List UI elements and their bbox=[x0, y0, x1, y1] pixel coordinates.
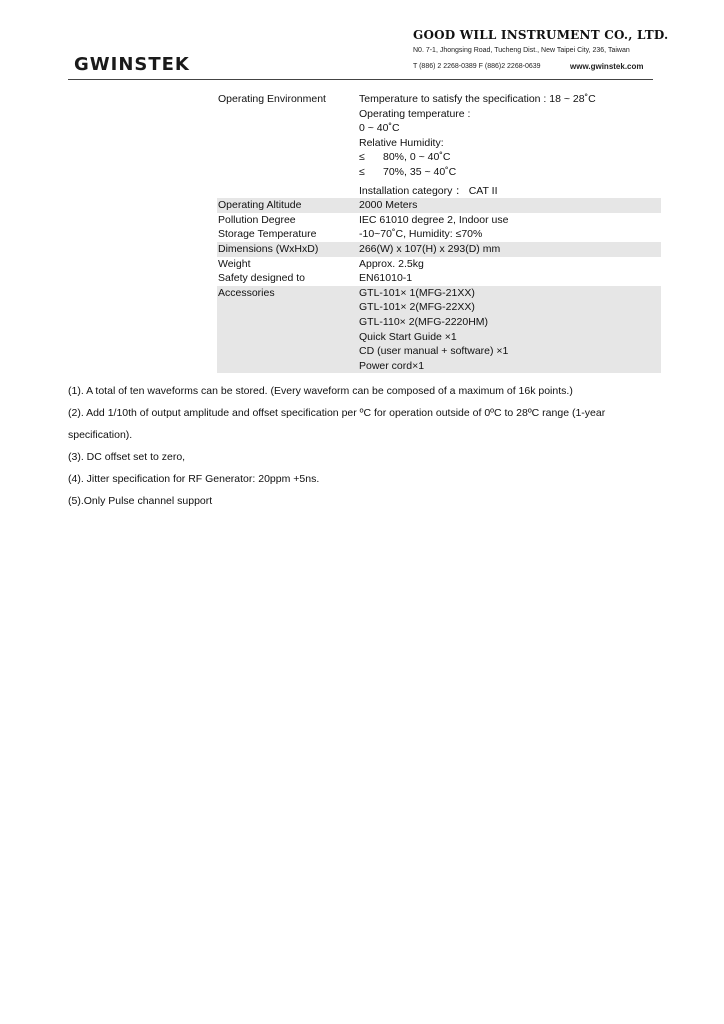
accessory-item: GTL-101× 2(MFG-22XX) bbox=[359, 301, 475, 314]
env-temp-spec: Temperature to satisfy the specification : 18 ~ 28˚C bbox=[359, 93, 596, 105]
env-humidity-1-text: 80%, 0 ~ 40˚C bbox=[383, 151, 451, 164]
spec-value: 266(W) x 107(H) x 293(D) mm bbox=[359, 242, 501, 255]
spec-label: Safety designed to bbox=[218, 272, 305, 285]
accessory-item: GTL-101× 1(MFG-21XX) bbox=[359, 286, 475, 299]
env-humidity-2 bbox=[359, 165, 661, 180]
spec-value: -10~70˚C, Humidity: ≤70% bbox=[359, 228, 483, 241]
spec-value: 2000 Meters bbox=[359, 199, 418, 212]
page-header bbox=[0, 0, 724, 86]
accessory-item: Quick Start Guide ×1 bbox=[359, 330, 457, 343]
company-name: GOOD WILL INSTRUMENT CO., LTD. bbox=[413, 28, 669, 42]
env-humidity-1 bbox=[359, 150, 661, 165]
spec-row-safety bbox=[217, 271, 661, 286]
spec-value bbox=[359, 92, 661, 198]
spec-label: Weight bbox=[218, 257, 251, 270]
footnotes bbox=[68, 380, 668, 512]
le-symbol: ≤ bbox=[359, 151, 365, 164]
env-humidity-label: Relative Humidity: bbox=[359, 136, 444, 149]
accessory-item: CD (user manual + software) ×1 bbox=[359, 345, 509, 358]
spec-table bbox=[217, 92, 661, 373]
spec-row-accessories bbox=[217, 286, 661, 374]
spec-label: Pollution Degree bbox=[218, 213, 296, 226]
company-website: www.gwinstek.com bbox=[570, 62, 644, 71]
spec-label: Accessories bbox=[218, 286, 275, 299]
spec-value: IEC 61010 degree 2, Indoor use bbox=[359, 213, 509, 226]
company-contact: T (886) 2 2268-0389 F (886)2 2268-0639 bbox=[413, 63, 541, 70]
footnote: (3). DC offset set to zero, bbox=[68, 451, 186, 463]
spec-label: Dimensions (WxHxD) bbox=[218, 242, 319, 255]
footnote: (2). Add 1/10th of output amplitude and offset specification per ºC for operation outside of 0ºC to 28ºC range (1-year specification). bbox=[68, 407, 606, 441]
footnote: (1). A total of ten waveforms can be stored. (Every waveform can be composed of a maximum of 16k points.) bbox=[68, 385, 573, 397]
spec-row-environment bbox=[217, 92, 661, 198]
footnote: (5).Only Pulse channel support bbox=[68, 495, 213, 507]
env-humidity-2-text: 70%, 35 ~ 40˚C bbox=[383, 165, 457, 178]
spec-row-pollution bbox=[217, 213, 661, 228]
spec-value: EN61010-1 bbox=[359, 272, 413, 285]
spec-row-dimensions bbox=[217, 242, 661, 257]
spec-row-altitude bbox=[217, 198, 661, 213]
env-op-temp-label: Operating temperature : bbox=[359, 107, 471, 120]
accessory-list bbox=[359, 286, 661, 374]
spec-label: Operating Environment bbox=[218, 93, 326, 105]
company-address: N0. 7-1, Jhongsing Road, Tucheng Dist., New Taipei City, 236, Taiwan bbox=[413, 47, 630, 54]
spec-value: Approx. 2.5kg bbox=[359, 257, 424, 270]
accessory-item: GTL-110× 2(MFG-2220HM) bbox=[359, 315, 489, 328]
spec-label: Operating Altitude bbox=[218, 199, 302, 212]
env-install-category: Installation category ： CAT II bbox=[359, 184, 498, 197]
spec-label: Storage Temperature bbox=[218, 228, 317, 241]
company-logo: GWINSTEK bbox=[74, 54, 190, 75]
spec-row-storage bbox=[217, 227, 661, 242]
header-divider bbox=[68, 79, 653, 80]
spec-row-weight bbox=[217, 257, 661, 272]
env-op-temp-value: 0 ~ 40˚C bbox=[359, 122, 400, 135]
accessory-item: Power cord×1 bbox=[359, 359, 425, 372]
le-symbol: ≤ bbox=[359, 165, 365, 178]
footnote: (4). Jitter specification for RF Generator: 20ppm +5ns. bbox=[68, 473, 320, 485]
